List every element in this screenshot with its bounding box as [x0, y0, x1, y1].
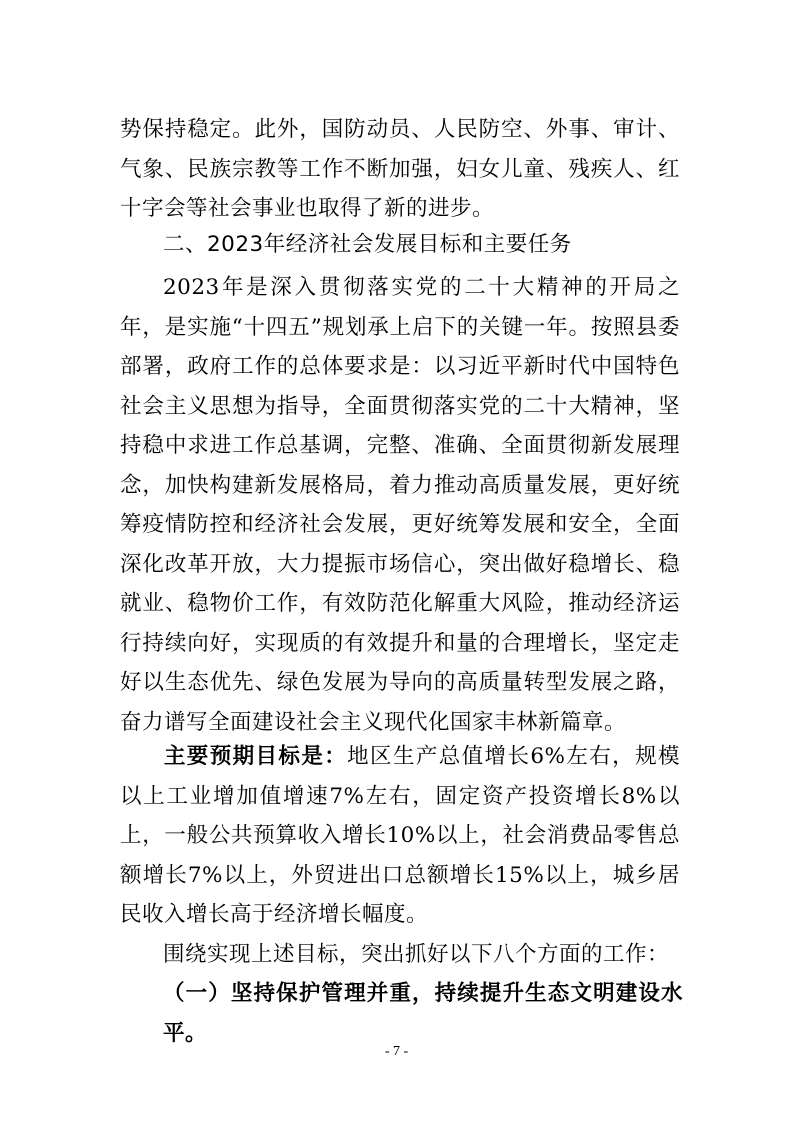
- page-number: - 7 -: [384, 1044, 409, 1059]
- paragraph-text: 2023年是深入贯彻落实党的二十大精神的开局之年，是实施“十四五”规划承上启下的关键一年。按照县委部署，政府工作的总体要求是：以习近平新时代中国特色社会主义思想为指导，全面贯彻落实党的二十大精神，坚持稳中求进工作总基调，完整、准确、全面贯彻新发展理念，加快构建新发展格局，着力推动高质量发展，更好统筹疫情防控和经济社会发展，更好统筹发展和安全，全面深化改革开放，大力提振市场信心，突出做好稳增长、稳就业、稳物价工作，有效防范化解重大风险，推动经济运行持续向好，实现质的有效提升和量的合理增长，坚定走好以生态优先、绿色发展为导向的高质量转型发展之路，奋力谱写全面建设社会主义现代化国家丰林新篇章。: [120, 275, 680, 735]
- paragraph-text: 地区生产总值增长6%左右，规模以上工业增加值增速7%左右，固定资产投资增长8%以上，一般公共预算收入增长10%以上，社会消费品零售总额增长7%以上，外贸进出口总额增长15%以上，城乡居民收入增长高于经济增长幅度。: [120, 744, 680, 927]
- section-heading: 二、2023年经济社会发展目标和主要任务: [163, 232, 572, 257]
- paragraph-lead-label: 主要预期目标是：: [163, 744, 348, 769]
- paragraph-main-targets: [120, 737, 680, 935]
- paragraph-continuation: 势保持稳定。此外，国防动员、人民防空、外事、审计、气象、民族宗教等工作不断加强，妇女儿童、残疾人、红十字会等社会事业也取得了新的进步。: [120, 117, 680, 221]
- paragraph-overall-requirements: [120, 268, 680, 742]
- paragraph-intro-tasks: 围绕实现上述目标，突出抓好以下八个方面的工作：: [163, 942, 670, 967]
- subsection-heading: （一）坚持保护管理并重，持续提升生态文明建设水平。: [163, 981, 683, 1046]
